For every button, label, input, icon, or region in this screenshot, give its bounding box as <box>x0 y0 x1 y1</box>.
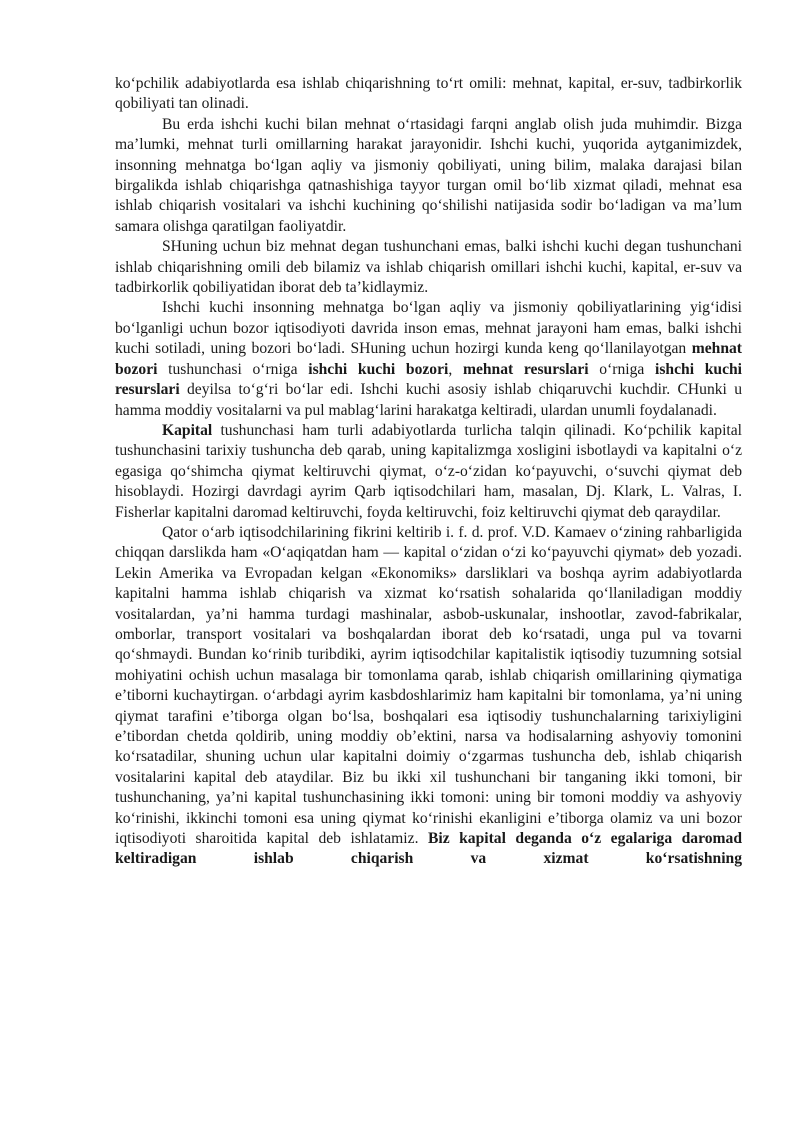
bold-term: mehnat bozori <box>115 340 742 378</box>
text-run: o‘rniga <box>588 360 656 378</box>
text-run: deyilsa to‘g‘ri bo‘lar edi. Ishchi kuchi asosiy ishlab chiqaruvchi kuchdir. CHunki u hamma moddiy vositalarni va pul mablag‘larini harakatga keltiradi, ulardan unumli foydalanadi. <box>115 381 742 419</box>
bold-term: ishchi kuchi resurslari <box>115 360 743 399</box>
paragraph <box>115 74 742 115</box>
text-run: tushunchasi ham turli adabiyotlarda turlicha talqin qilinadi. Ko‘pchilik kapital tushunchasini tarixiy tushuncha deb qarab, uning kapitalizmga xosligini isbotlaydi va kapitalni o‘z egasiga qo‘shimcha qiymat keltiruvchi qiymat, o‘z-o‘zidan ko‘payuvchi, o‘suvchi qiymat deb hisoblaydi. Hozirgi davrdagi ayrim Qarb iqtisodchilari ham, masalan, Dj. Klark, L. Valras, I. Fisherlar kapitalni daromad keltiruvchi, foyda keltiruvchi, foiz keltiruvchi qiymat deb qaraydilar. <box>115 421 742 521</box>
text-run: Ishchi kuchi insonning mehnatga bo‘lgan aqliy va jismoniy qobiliyatlarining yig‘idisi bo‘lganligi uchun bozor iqtisodiyoti davrida inson emas, mehnat jarayoni ham emas, balki ishchi kuchi sotiladi, uning bozori bo‘ladi. SHuning uchun hozirgi kunda keng qo‘llanilayotgan <box>115 299 742 358</box>
text-run: , <box>448 360 463 378</box>
paragraph <box>115 523 742 870</box>
bold-term: Kapital <box>162 421 213 439</box>
document-page <box>115 74 742 870</box>
paragraph <box>115 237 742 298</box>
bold-term: ishchi kuchi bozori <box>308 360 449 378</box>
bold-term: mehnat resurslari <box>462 360 589 378</box>
text-run: ko‘pchilik adabiyotlarda esa ishlab chiqarishning to‘rt omili: mehnat, kapital, er-suv, tadbirkorlik qobiliyati tan olinadi. <box>115 75 742 113</box>
paragraph <box>115 298 742 420</box>
text-run: SHuning uchun biz mehnat degan tushunchani emas, balki ishchi kuchi degan tushunchani ishlab chiqarishning omili deb bilamiz va ishlab chiqarish omillari ishchi kuchi, kapital, er-suv va tadbirkorlik qobiliyatidan iborat deb ta’kidlaymiz. <box>115 238 742 297</box>
text-run: Bu erda ishchi kuchi bilan mehnat o‘rtasidagi farqni anglab olish juda muhimdir. Bizga ma’lumki, mehnat turli omillarning harakat jarayonidir. Ishchi kuchi, yuqorida aytganimizdek, insonning mehnatga bo‘lgan aqliy va jismoniy qobiliyati, uning bilim, malaka darajasi bilan birgalikda ishlab chiqarishga qatnashishiga tayyor turgan omil bo‘lib xizmat qiladi, mehnat esa ishlab chiqarish vositalari va ishchi kuchining qo‘shilishi natijasida sodir bo‘ladigan va ma’lum samara olishga qaratilgan faoliyatdir. <box>115 115 742 235</box>
paragraph <box>115 421 742 523</box>
paragraph <box>115 115 742 237</box>
text-run: tushunchasi o‘rniga <box>157 360 309 378</box>
text-run: Qator o‘arb iqtisodchilarining fikrini keltirib i. f. d. prof. V.D. Kamaev o‘zining rahbarligida chiqqan darslikda ham «O‘aqiqatdan ham — kapital o‘zidan o‘zi ko‘payuvchi qiymat» deb yozadi. Lekin Amerika va Evropadan kelgan «Ekonomiks» darsliklari va boshqa ayrim adabiyotlarda kapitalni hamma ishlab chiqarish va xizmat ko‘rsatish sohalarida qo‘llaniladigan moddiy vositalardan, ya’ni hamma turdagi mashinalar, asbob-uskunalar, inshootlar, zavod-fabrikalar, omborlar, transport vositalari va boshqalardan iborat deb ko‘rsatadi, unga pul va tovarni qo‘shmaydi. Bundan ko‘rinib turibdiki, ayrim iqtisodchilar kapitalistik iqtisodiy tuzumning sotsial mohiyatini ochish uchun masalaga bir tomonlama qarab, ishlab chiqarish omillarining qiymatiga e’tiborni kuchaytirgan. o‘arbdagi ayrim kasbdoshlarimiz ham kapitalni bir tomonlama, ya’ni uning qiymat tarafini e’tiborga olgan bo‘lsa, boshqalari esa iqtisodiy tushunchalarning tarixiyligini e’tibordan chetda qoldirib, uning moddiy ob’ektini, narsa va hodisalarning ashyoviy tomonini ko‘rsatadilar, shuning uchun ular kapitalni doimiy o‘zgarmas tushuncha deb, ishlab chiqarish vositalarini kapital deb ataydilar. Biz bu ikki xil tushunchani bir tanganing ikki tomoni, bir tushunchaning, ya’ni kapital tushunchasining ikki tomoni: uning bir tomoni moddiy va ashyoviy ko‘rinishi, ikkinchi tomoni esa uning qiymat ko‘rinishi ekanligini e’tiborga olamiz va uni bozor iqtisodiyoti sharoitida kapital deb ishlatamiz. <box>115 523 742 848</box>
bold-term: Biz kapital deganda o‘z egalariga daromad keltiradigan ishlab chiqarish va xizmat ko‘rsatishning <box>115 830 743 868</box>
